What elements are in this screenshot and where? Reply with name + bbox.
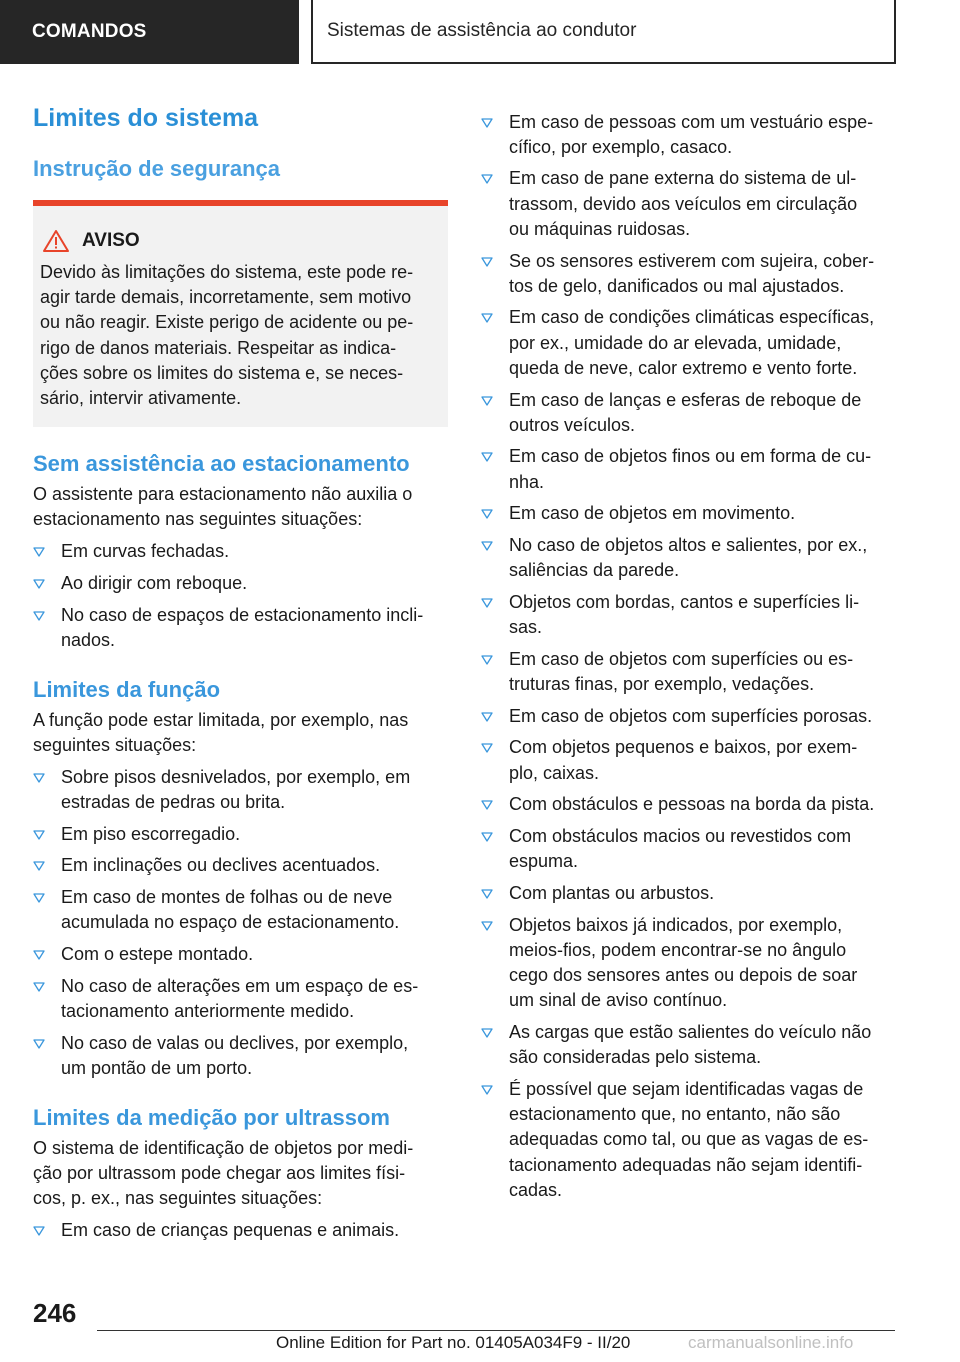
warning-text-line: Devido às limitações do sistema, este pode re‐ bbox=[40, 262, 414, 282]
list-item-text: É possível que sejam identificadas vagas de bbox=[509, 1078, 864, 1099]
list-item-text: Com o estepe montado. bbox=[61, 944, 254, 965]
list-item-text: Sobre pisos desnivelados, por exemplo, em bbox=[61, 766, 411, 787]
list-item bbox=[481, 388, 899, 438]
list-item bbox=[33, 571, 448, 596]
list-item bbox=[481, 501, 899, 526]
warning-text-line: sário, intervir ativamente. bbox=[40, 388, 242, 409]
list-item-text: um sinal de aviso contínuo. bbox=[509, 990, 728, 1011]
list-item bbox=[481, 913, 899, 1014]
warning-triangle-icon bbox=[42, 229, 70, 253]
section-intro-line: O sistema de identificação de objetos por medi‐ bbox=[33, 1138, 414, 1159]
bullet-triangle-icon bbox=[33, 547, 45, 557]
watermark-logo: carmanualsonline.info bbox=[688, 1333, 854, 1352]
list-item bbox=[481, 824, 899, 874]
list-item-text: Em caso de pessoas com um vestuário espe‐ bbox=[509, 111, 874, 132]
list-item-text: No caso de alterações em um espaço de es‐ bbox=[61, 975, 419, 996]
list-item-text: cadas. bbox=[509, 1179, 563, 1200]
list-item-text: nha. bbox=[509, 471, 545, 492]
list-item-text: Com obstáculos e pessoas na borda da pista. bbox=[509, 794, 875, 815]
bullet-triangle-icon bbox=[481, 541, 493, 551]
list-item-text: As cargas que estão salientes do veículo não bbox=[509, 1022, 872, 1042]
list-item bbox=[33, 885, 448, 935]
list-item bbox=[481, 533, 899, 583]
bullet-triangle-icon bbox=[33, 830, 45, 840]
left-column bbox=[33, 98, 448, 1243]
list-item-text: Em piso escorregadio. bbox=[61, 823, 241, 844]
bullet-triangle-icon bbox=[481, 118, 493, 128]
warning-label: AVISO bbox=[82, 230, 140, 251]
list-item-text: Em inclinações ou declives acentuados. bbox=[61, 855, 381, 876]
list-item bbox=[481, 792, 899, 817]
bullet-triangle-icon bbox=[481, 509, 493, 519]
list-item-text: ou máquinas ruidosas. bbox=[509, 218, 691, 239]
bullet-triangle-icon bbox=[33, 861, 45, 871]
list-item-text: por ex., umidade do ar elevada, umidade, bbox=[509, 332, 842, 353]
list-item-text: acumulada no espaço de estacionamento. bbox=[61, 912, 400, 933]
bullet-triangle-icon bbox=[481, 1028, 493, 1038]
bullet-triangle-icon bbox=[481, 712, 493, 722]
list-item-text: Ao dirigir com reboque. bbox=[61, 572, 248, 593]
warning-text-line: ções sobre os limites do sistema e, se neces‐ bbox=[40, 362, 404, 383]
list-item-text: Em caso de pane externa do sistema de ul‐ bbox=[509, 168, 857, 189]
section-intro bbox=[33, 482, 448, 532]
list-item-text: No caso de valas ou declives, por exemplo, bbox=[61, 1032, 409, 1053]
list-item bbox=[33, 822, 448, 847]
list-item-text: cego dos sensores antes ou depois de soar bbox=[509, 965, 858, 986]
bullet-list bbox=[33, 765, 448, 1081]
list-item-text: tacionamento anteriormente medido. bbox=[61, 1000, 355, 1021]
bullet-triangle-icon bbox=[481, 800, 493, 810]
list-item-text: outros veículos. bbox=[509, 414, 636, 435]
list-item-text: meios-fios, podem encontrar-se no ângulo bbox=[509, 939, 847, 960]
list-item-text: são consideradas pelo sistema. bbox=[509, 1047, 762, 1068]
page-number: 246 bbox=[33, 1298, 77, 1328]
list-item bbox=[33, 942, 448, 967]
section-intro bbox=[33, 1136, 448, 1212]
list-item bbox=[33, 1218, 448, 1243]
list-item-text: plo, caixas. bbox=[509, 762, 600, 783]
list-item-text: saliências da parede. bbox=[509, 560, 680, 581]
list-item-text: queda de neve, calor extremo e vento forte. bbox=[509, 357, 858, 378]
bullet-triangle-icon bbox=[481, 313, 493, 323]
section-intro-line: A função pode estar limitada, por exemplo, nas bbox=[33, 709, 409, 730]
bullet-triangle-icon bbox=[481, 1085, 493, 1095]
list-item-text: Com obstáculos macios ou revestidos com bbox=[509, 826, 852, 847]
list-item bbox=[481, 444, 899, 494]
section-title: Limites da função bbox=[33, 676, 221, 702]
bullet-triangle-icon bbox=[33, 611, 45, 621]
list-item-text: adequadas como tal, ou que as vagas de es‐ bbox=[509, 1129, 869, 1150]
list-item-text: Com plantas ou arbustos. bbox=[509, 882, 715, 903]
list-item-text: estacionamento que, no entanto, não são bbox=[509, 1104, 841, 1125]
list-item-text: truturas finas, por exemplo, vedações. bbox=[509, 674, 815, 695]
list-item-text: Com objetos pequenos e baixos, por exem‐ bbox=[509, 737, 858, 758]
list-item bbox=[481, 704, 899, 729]
list-item-text: Se os sensores estiverem com sujeira, cober‐ bbox=[509, 250, 875, 271]
list-item-text: Em curvas fechadas. bbox=[61, 541, 230, 562]
header-chapter-title: Sistemas de assistência ao condutor bbox=[311, 0, 896, 64]
warning-text bbox=[40, 260, 438, 411]
list-item bbox=[33, 974, 448, 1024]
warning-text-line: ou não reagir. Existe perigo de acidente ou pe‐ bbox=[40, 312, 414, 333]
list-item bbox=[481, 1077, 899, 1203]
bullet-list bbox=[33, 539, 448, 653]
list-item-text: Em caso de objetos em movimento. bbox=[509, 503, 796, 524]
section-intro-line: cos, p. ex., nas seguintes situações: bbox=[33, 1188, 323, 1209]
header-section-tab: COMANDOS bbox=[0, 0, 299, 64]
bullet-triangle-icon bbox=[481, 921, 493, 931]
list-item-text: tacionamento adequadas não sejam identifi‐ bbox=[509, 1154, 863, 1175]
footer-edition: Online Edition for Part no. 01405A034F9 - II/20 bbox=[276, 1333, 631, 1352]
bullet-triangle-icon bbox=[481, 598, 493, 608]
list-item-text: sas. bbox=[509, 617, 543, 638]
safety-subtitle: Instrução de segurança bbox=[33, 156, 280, 181]
left-sections bbox=[33, 449, 448, 1243]
page-title: Limites do sistema bbox=[33, 104, 259, 132]
section-intro bbox=[33, 708, 448, 758]
list-item bbox=[33, 539, 448, 564]
list-item-text: Em caso de crianças pequenas e animais. bbox=[61, 1220, 400, 1241]
bullet-triangle-icon bbox=[33, 1226, 45, 1236]
list-item-text: espuma. bbox=[509, 851, 579, 872]
bullet-triangle-icon bbox=[33, 1039, 45, 1049]
list-item-text: Em caso de objetos com superfícies ou es‐ bbox=[509, 648, 854, 669]
bullet-triangle-icon bbox=[481, 452, 493, 462]
section-intro-line: ção por ultrassom pode chegar aos limites físi‐ bbox=[33, 1163, 406, 1184]
warning-text-line: agir tarde demais, incorretamente, sem motivo bbox=[40, 287, 412, 308]
bullet-triangle-icon bbox=[33, 893, 45, 903]
bullet-triangle-icon bbox=[481, 743, 493, 753]
bullet-triangle-icon bbox=[481, 889, 493, 899]
list-item-text: nados. bbox=[61, 629, 116, 650]
section-intro-line: seguintes situações: bbox=[33, 735, 197, 756]
list-item-text: Objetos baixos já indicados, por exemplo, bbox=[509, 914, 843, 935]
list-item-text: No caso de espaços de estacionamento incli‐ bbox=[61, 604, 424, 625]
list-item bbox=[481, 249, 899, 299]
bullet-list bbox=[33, 1218, 448, 1243]
bullet-triangle-icon bbox=[33, 950, 45, 960]
list-item bbox=[33, 765, 448, 815]
list-item bbox=[481, 1020, 899, 1070]
list-item-text: cífico, por exemplo, casaco. bbox=[509, 136, 733, 157]
warning-text-line: rigo de danos materiais. Respeitar as indica‐ bbox=[40, 337, 397, 358]
list-item-text: trassom, devido aos veículos em circulação bbox=[509, 193, 858, 214]
list-item bbox=[33, 603, 448, 653]
bullet-triangle-icon bbox=[481, 396, 493, 406]
list-item bbox=[481, 305, 899, 381]
list-item-text: estradas de pedras ou brita. bbox=[61, 792, 286, 813]
list-item-text: tos de gelo, danificados ou mal ajustados. bbox=[509, 275, 845, 296]
list-item bbox=[481, 110, 899, 160]
list-item-text: Objetos com bordas, cantos e superfícies li‐ bbox=[509, 591, 860, 612]
list-item bbox=[481, 735, 899, 785]
list-item bbox=[481, 647, 899, 697]
section-intro-line: estacionamento nas seguintes situações: bbox=[33, 509, 363, 530]
bullet-triangle-icon bbox=[481, 174, 493, 184]
list-item-text: um pontão de um porto. bbox=[61, 1057, 253, 1078]
bullet-triangle-icon bbox=[33, 579, 45, 589]
list-item bbox=[481, 590, 899, 640]
list-item-text: No caso de objetos altos e salientes, por ex., bbox=[509, 535, 868, 556]
list-item bbox=[481, 881, 899, 906]
section-title: Sem assistência ao estacionamento bbox=[33, 451, 410, 477]
list-item-text: Em caso de objetos finos ou em forma de cu‐ bbox=[509, 446, 872, 467]
bullet-triangle-icon bbox=[481, 257, 493, 267]
list-item bbox=[33, 1031, 448, 1081]
list-item-text: Em caso de objetos com superfícies porosas. bbox=[509, 705, 873, 726]
bullet-triangle-icon bbox=[33, 773, 45, 783]
right-column bbox=[481, 103, 899, 1203]
list-item-text: Em caso de condições climáticas específicas, bbox=[509, 307, 875, 328]
list-item-text: Em caso de lanças e esferas de reboque de bbox=[509, 389, 862, 410]
bullet-triangle-icon bbox=[481, 655, 493, 665]
bullet-triangle-icon bbox=[481, 832, 493, 842]
list-item bbox=[481, 166, 899, 242]
warning-box bbox=[33, 200, 448, 427]
section-intro-line: O assistente para estacionamento não auxilia o bbox=[33, 484, 413, 505]
section-title: Limites da medição por ultrassom bbox=[33, 1105, 390, 1131]
list-item-text: Em caso de montes de folhas ou de neve bbox=[61, 887, 393, 908]
list-item bbox=[33, 853, 448, 878]
bullet-triangle-icon bbox=[33, 982, 45, 992]
footer-divider bbox=[97, 1330, 895, 1331]
right-bullet-list bbox=[481, 110, 899, 1203]
warning-header bbox=[40, 226, 438, 256]
